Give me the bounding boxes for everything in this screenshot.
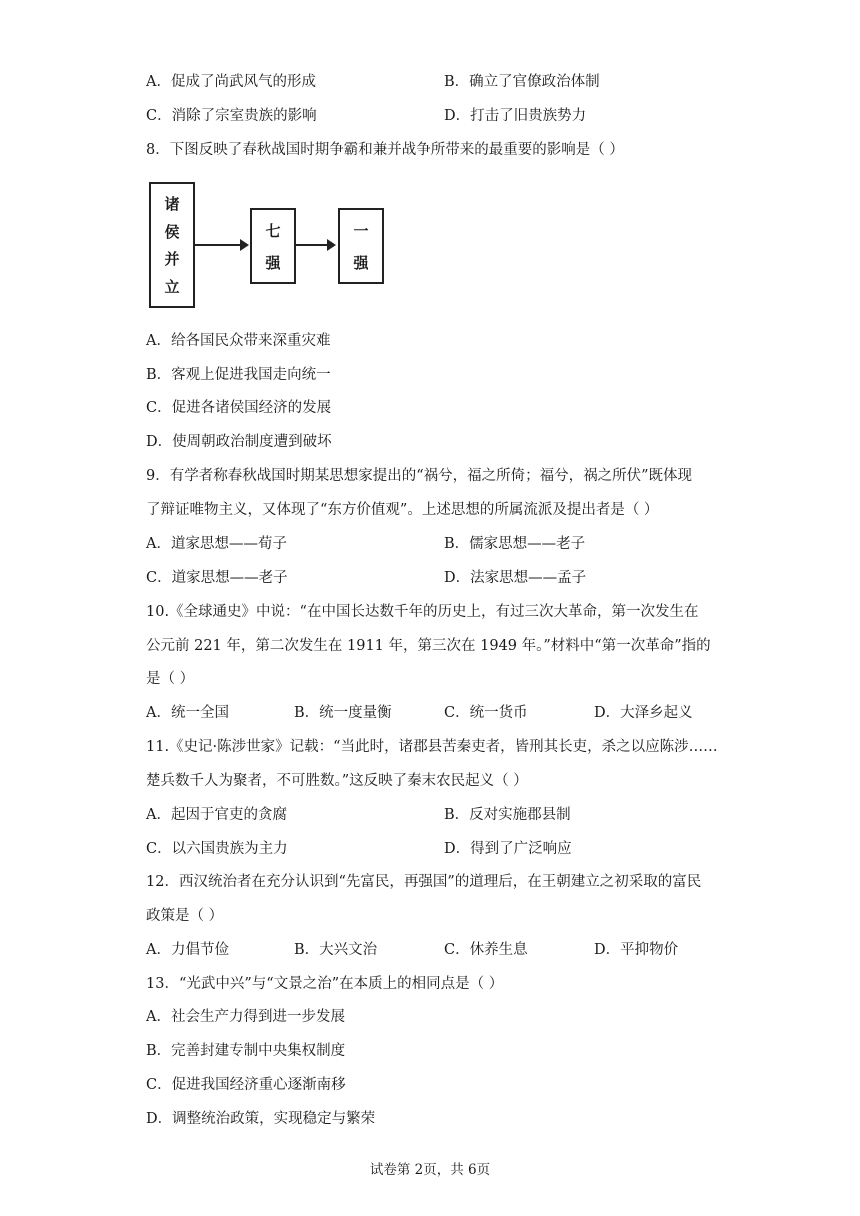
q8-option-a: A．给各国民众带来深重灾难	[146, 333, 331, 349]
q11-stem-line1: 11.《史记·陈涉世家》记载：“当此时，诸郡县苦秦吏者，皆刑其长吏，杀之以应陈涉……	[146, 739, 718, 755]
q7-option-a: A．促成了尚武风气的形成	[146, 74, 316, 90]
q11-option-c: C．以六国贵族为主力	[146, 841, 288, 857]
q7-option-b: B．确立了官僚政治体制	[444, 74, 600, 90]
box2-char: 强	[265, 253, 281, 272]
q12-option-d: D．平抑物价	[594, 942, 679, 958]
box3-char: 一	[353, 221, 369, 240]
q9-option-b: B．儒家思想——老子	[444, 536, 586, 552]
q11-option-b: B．反对实施郡县制	[444, 807, 571, 823]
q13-stem: 13．“光武中兴”与“文景之治”在本质上的相同点是（ ）	[146, 976, 504, 992]
q12-option-b: B．大兴文治	[294, 942, 378, 958]
q10-option-c: C．统一货币	[444, 705, 528, 721]
q8-option-d: D．使周朝政治制度遭到破坏	[146, 434, 332, 450]
box2-char: 七	[265, 221, 281, 240]
q12-option-a: A．力倡节俭	[146, 942, 229, 958]
q12-option-c: C．休养生息	[444, 942, 528, 958]
box1-char: 立	[164, 277, 180, 296]
q12-stem-line1: 12．西汉统治者在充分认识到“先富民，再强国”的道理后，在王朝建立之初采取的富民	[146, 874, 702, 890]
q11-stem-line2: 楚兵数千人为聚者，不可胜数。”这反映了秦末农民起义（ ）	[146, 773, 528, 789]
q10-option-b: B．统一度量衡	[294, 705, 392, 721]
q13-option-a: A．社会生产力得到进一步发展	[146, 1009, 345, 1025]
box1-char: 侯	[164, 222, 180, 241]
q8-stem: 8．下图反映了春秋战国时期争霸和兼并战争所带来的最重要的影响是（ ）	[146, 142, 624, 158]
q10-stem-line3: 是（ ）	[146, 671, 195, 687]
diagram-box-zhuhou-bingli	[149, 182, 195, 308]
diagram-box-yi-qiang	[338, 208, 384, 284]
q10-option-a: A．统一全国	[146, 705, 229, 721]
diagram-arrow-2	[296, 244, 334, 246]
q11-option-d: D．得到了广泛响应	[444, 841, 572, 857]
box3-char: 强	[353, 253, 369, 272]
q13-option-c: C．促进我国经济重心逐渐南移	[146, 1077, 346, 1093]
q9-option-c: C．道家思想——老子	[146, 570, 288, 586]
box1-char: 并	[164, 250, 180, 269]
q9-option-a: A．道家思想——荀子	[146, 536, 287, 552]
q7-option-d: D．打击了旧贵族势力	[444, 108, 587, 124]
page-footer: 试卷第 2页，共 6页	[369, 1162, 491, 1178]
q11-option-a: A．起因于官吏的贪腐	[146, 807, 287, 823]
q13-option-d: D．调整统治政策，实现稳定与繁荣	[146, 1111, 376, 1127]
diagram-arrow-1	[195, 244, 247, 246]
q10-option-d: D．大泽乡起义	[594, 705, 693, 721]
q10-stem-line2: 公元前 221 年，第二次发生在 1911 年，第三次在 1949 年。”材料中“第一次革命”指的	[146, 638, 711, 654]
q8-option-b: B．客观上促进我国走向统一	[146, 367, 331, 383]
q13-option-b: B．完善封建专制中央集权制度	[146, 1043, 346, 1059]
q9-stem-line2: 了辩证唯物主义，又体现了“东方价值观”。上述思想的所属流派及提出者是（ ）	[146, 502, 659, 518]
box1-char: 诸	[164, 195, 180, 214]
q10-stem-line1: 10.《全球通史》中说：“在中国长达数千年的历史上，有过三次大革命，第一次发生在	[146, 604, 699, 620]
q8-option-c: C．促进各诸侯国经济的发展	[146, 400, 332, 416]
q9-option-d: D．法家思想——孟子	[444, 570, 587, 586]
q7-option-c: C．消除了宗室贵族的影响	[146, 108, 317, 124]
q9-stem-line1: 9．有学者称春秋战国时期某思想家提出的“祸兮，福之所倚；福兮，祸之所伏”既体现	[146, 468, 693, 484]
diagram-box-qi-qiang	[250, 208, 296, 284]
q12-stem-line2: 政策是（ ）	[146, 908, 224, 924]
